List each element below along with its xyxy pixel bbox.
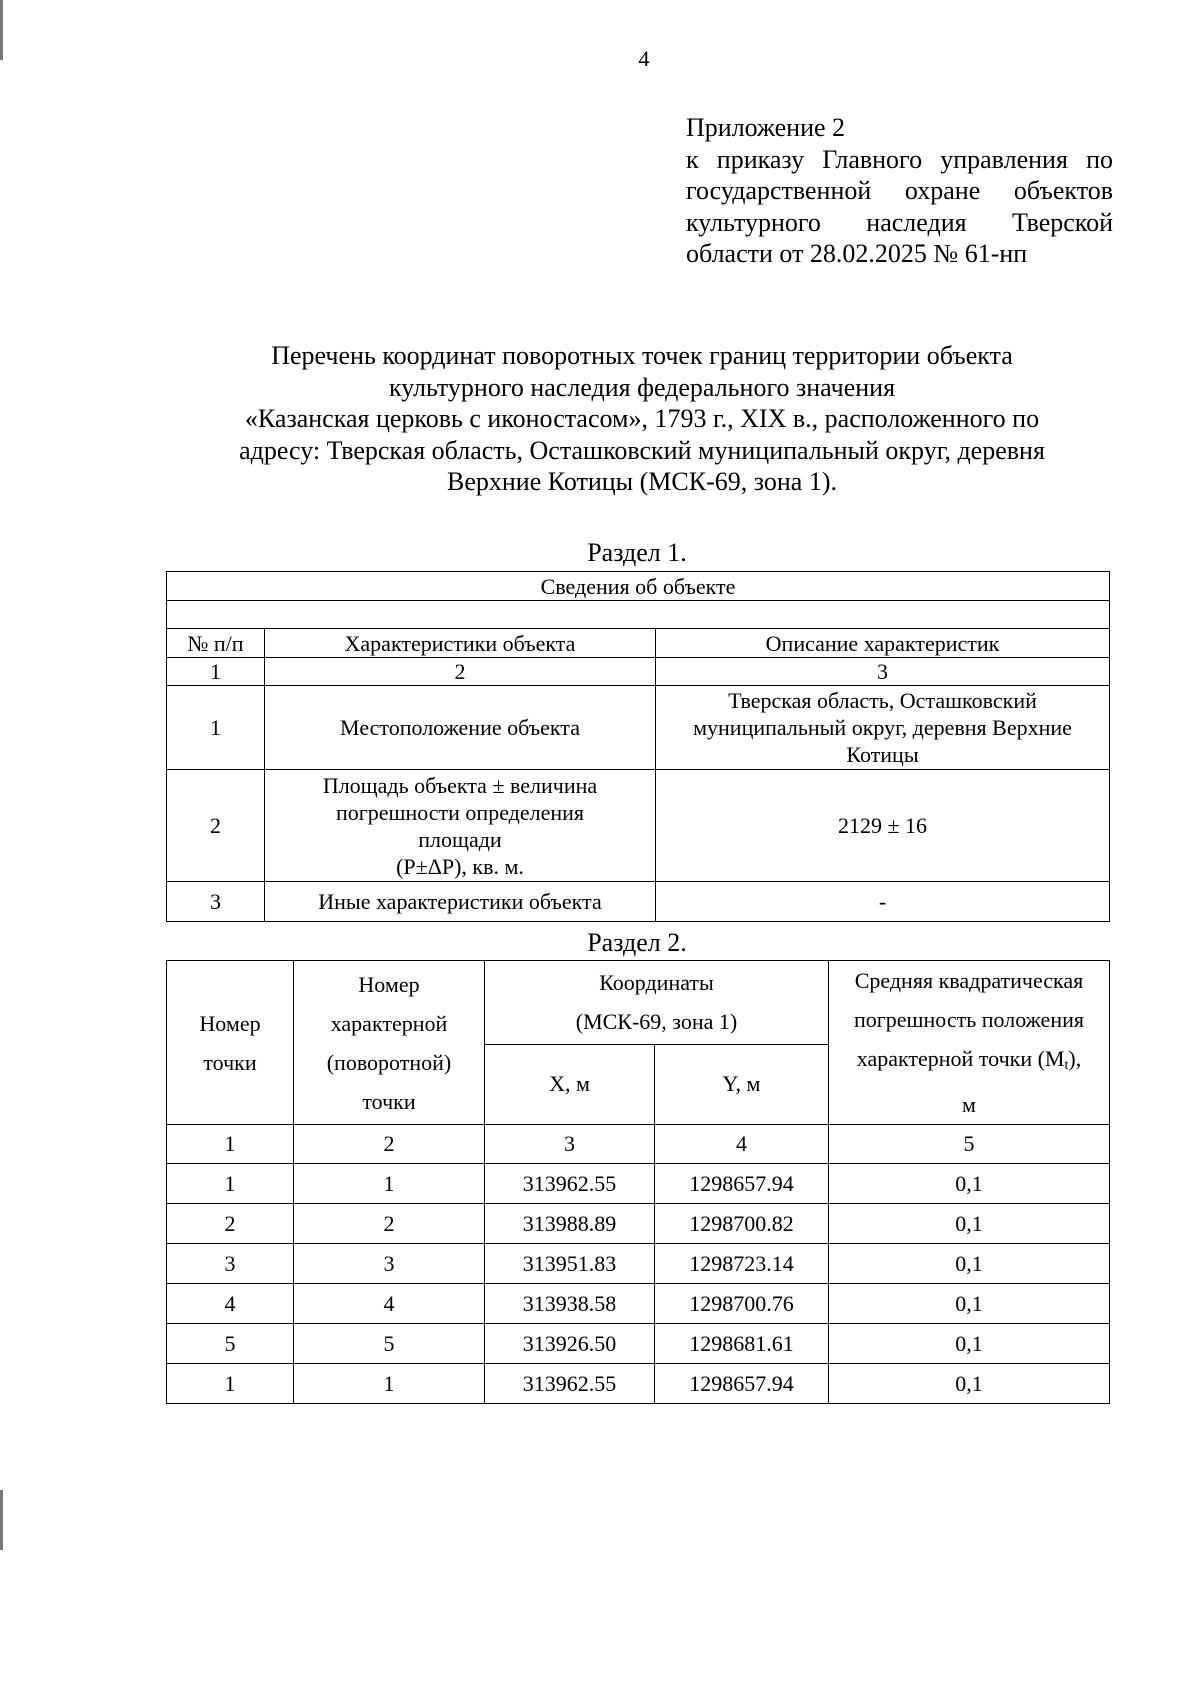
- header-line: м: [962, 1092, 976, 1117]
- char-point-cell: 1: [294, 1364, 485, 1404]
- column-number-cell: 3: [485, 1125, 655, 1164]
- header-line: (поворотной): [326, 1049, 452, 1075]
- table-row: [167, 1324, 1110, 1364]
- column-number-cell: 1: [167, 1125, 294, 1164]
- column-number-cell: 1: [167, 658, 265, 686]
- column-number-cell: 4: [655, 1125, 829, 1164]
- section1-title: Раздел 1.: [587, 538, 687, 567]
- header-line: Номер: [358, 971, 420, 997]
- row-number: 1: [167, 686, 265, 770]
- table-row: [167, 1284, 1110, 1324]
- error-cell: 0,1: [829, 1164, 1110, 1204]
- y-cell: 1298700.82: [655, 1204, 829, 1244]
- cell-line: Тверская область, Осташковский: [728, 688, 1037, 713]
- header-line: Средняя квадратическая: [854, 968, 1084, 993]
- point-cell: 5: [167, 1324, 294, 1364]
- point-cell: 1: [167, 1364, 294, 1404]
- y-cell: 1298723.14: [655, 1244, 829, 1284]
- cell-line: Котицы: [846, 742, 919, 767]
- x-cell: 313962.55: [485, 1364, 655, 1404]
- page-number: 4: [638, 46, 650, 71]
- column-number-cell: 2: [265, 658, 656, 686]
- char-point-cell: 1: [294, 1164, 485, 1204]
- row-number: 2: [167, 770, 265, 882]
- x-cell: 313926.50: [485, 1324, 655, 1364]
- header-text: характерной точки (M: [856, 1046, 1065, 1071]
- appendix-line: государственной охране объектов: [686, 176, 1113, 205]
- appendix-line: культурного наследия Тверской: [686, 207, 1113, 237]
- y-cell: 1298657.94: [655, 1364, 829, 1404]
- point-cell: 4: [167, 1284, 294, 1324]
- description-cell: [656, 882, 1110, 922]
- header-line: точки: [362, 1088, 416, 1114]
- cell-line: (P±ΔP), кв. м.: [396, 853, 524, 879]
- char-point-cell: 2: [294, 1204, 485, 1244]
- header-line: [829, 1039, 1109, 1085]
- characteristic-cell: [265, 770, 656, 882]
- y-cell: 1298700.76: [655, 1284, 829, 1324]
- empty-row: [167, 601, 1110, 629]
- column-number-cell: 2: [294, 1125, 485, 1164]
- header-cell: Характеристики объекта: [265, 629, 656, 658]
- cell-line: -: [878, 889, 887, 914]
- table-row: [167, 1164, 1110, 1204]
- title-line: культурного наследия федерального значения: [388, 372, 896, 402]
- title-line: Верхние Котицы (МСК-69, зона 1).: [447, 467, 837, 496]
- subscript: t: [1064, 1058, 1069, 1073]
- header-line: характерной: [330, 1010, 448, 1036]
- error-cell: 0,1: [829, 1284, 1110, 1324]
- section2-title: Раздел 2.: [587, 928, 687, 957]
- appendix-line: области от 28.02.2025 № 61-нп: [686, 239, 1028, 268]
- table-row: [167, 882, 1110, 922]
- appendix-block: [686, 112, 1113, 270]
- title-line: «Казанская церковь с иконостасом», 1793 г., XIX в., расположенного по: [244, 404, 1040, 433]
- characteristic-cell: [265, 686, 656, 770]
- table-row: [167, 1244, 1110, 1284]
- title-line: Перечень координат поворотных точек границ территории объекта: [271, 341, 1013, 370]
- error-cell: 0,1: [829, 1364, 1110, 1404]
- description-cell: [656, 686, 1110, 770]
- x-cell: 313938.58: [485, 1284, 655, 1324]
- x-header: X, м: [485, 1044, 655, 1124]
- row-number: 3: [167, 882, 265, 922]
- point-number-header: [167, 961, 294, 1125]
- table-row: [167, 1204, 1110, 1244]
- characteristic-cell: [265, 882, 656, 922]
- table-row: [167, 770, 1110, 882]
- header-text: ),: [1068, 1046, 1082, 1071]
- title-line: адресу: Тверская область, Осташковский муниципальный округ, деревня: [239, 435, 1045, 465]
- x-cell: 313988.89: [485, 1204, 655, 1244]
- x-cell: 313962.55: [485, 1164, 655, 1204]
- y-cell: 1298657.94: [655, 1164, 829, 1204]
- error-cell: 0,1: [829, 1204, 1110, 1244]
- error-cell: 0,1: [829, 1324, 1110, 1364]
- document-title: [150, 340, 1134, 498]
- appendix-line: Приложение 2: [686, 113, 846, 142]
- cell-line: площади: [418, 826, 502, 852]
- table-row: [167, 1364, 1110, 1404]
- cell-line: Иные характеристики объекта: [318, 889, 602, 914]
- char-point-cell: 5: [294, 1324, 485, 1364]
- table-row: [167, 686, 1110, 770]
- point-cell: 1: [167, 1164, 294, 1204]
- coordinates-table: [166, 960, 1110, 1404]
- column-number-cell: 5: [829, 1125, 1110, 1164]
- cell-line: Местоположение объекта: [340, 715, 580, 740]
- column-number-cell: 3: [656, 658, 1110, 686]
- header-line: погрешность положения: [854, 1007, 1084, 1032]
- header-cell: Описание характеристик: [656, 629, 1110, 658]
- left-margin-mark: [0, 1490, 3, 1550]
- coordinates-header: [485, 961, 829, 1045]
- header-cell: № п/п: [167, 629, 265, 658]
- header-line: (МСК-69, зона 1): [575, 1009, 738, 1035]
- appendix-line: к приказу Главного управления по: [686, 144, 1113, 174]
- point-cell: 2: [167, 1204, 294, 1244]
- char-point-cell: 4: [294, 1284, 485, 1324]
- cell-line: 2129 ± 16: [837, 813, 928, 838]
- cell-line: Площадь объекта ± величина: [322, 772, 598, 798]
- point-cell: 3: [167, 1244, 294, 1284]
- table-caption: Сведения об объекте: [167, 572, 1110, 601]
- cell-line: погрешности определения: [335, 799, 585, 825]
- header-line: Координаты: [599, 970, 714, 996]
- error-header: [829, 961, 1110, 1125]
- header-line: точки: [203, 1049, 257, 1075]
- description-cell: [656, 770, 1110, 882]
- char-point-number-header: [294, 961, 485, 1125]
- y-header: Y, м: [655, 1044, 829, 1124]
- error-cell: 0,1: [829, 1244, 1110, 1284]
- char-point-cell: 3: [294, 1244, 485, 1284]
- y-cell: 1298681.61: [655, 1324, 829, 1364]
- header-line: Номер: [199, 1010, 261, 1036]
- x-cell: 313951.83: [485, 1244, 655, 1284]
- object-info-table: [166, 571, 1110, 922]
- cell-line: муниципальный округ, деревня Верхние: [693, 715, 1072, 740]
